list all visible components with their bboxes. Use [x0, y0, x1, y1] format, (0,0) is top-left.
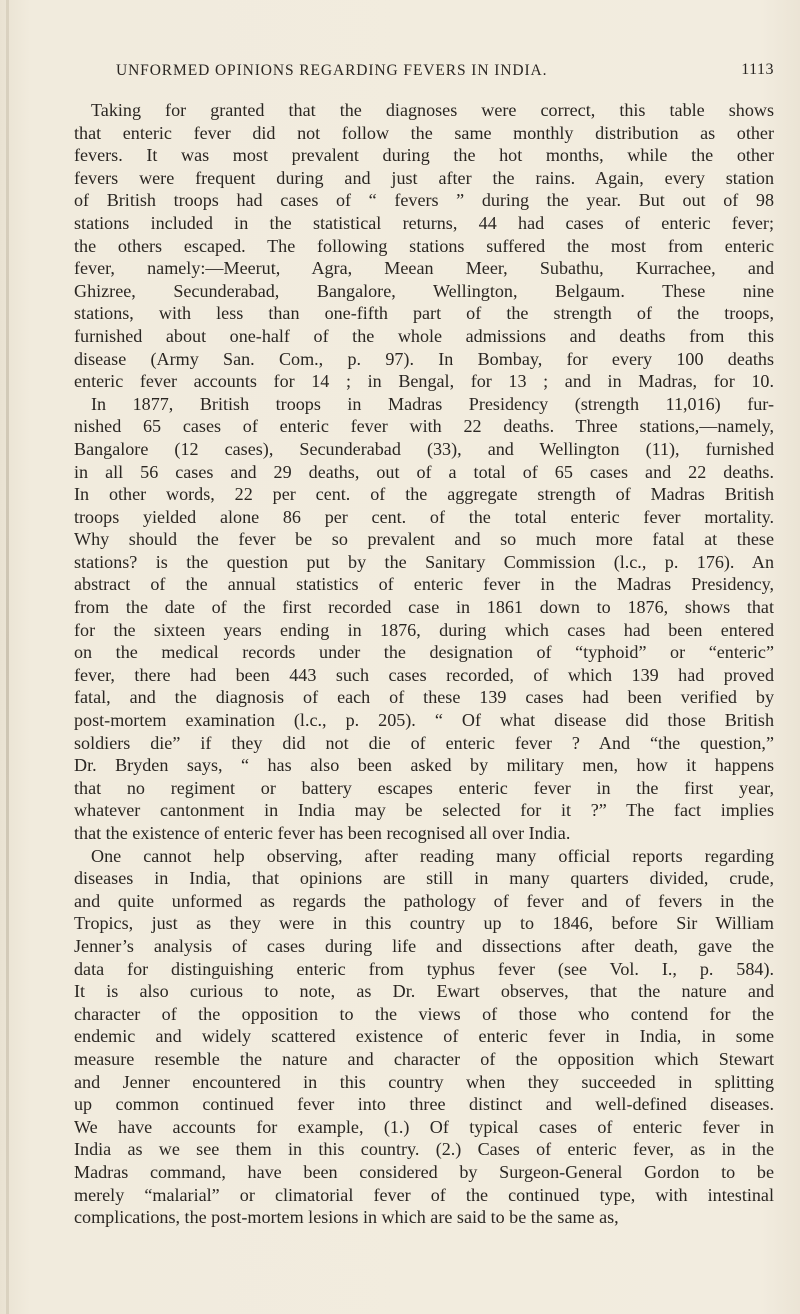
text-line: endemic and widely scattered existence of enteric fever in India, in some [74, 1026, 774, 1047]
text-line: and Jenner encountered in this country when they succeeded in splitting [74, 1071, 774, 1092]
page-number: 1113 [741, 61, 774, 78]
text-line: data for distinguishing enteric from typhus fever (see Vol. I., p. 584). [74, 958, 774, 979]
text-line: merely “malarial” or climatorial fever of the continued type, with intestinal [74, 1184, 774, 1205]
text-line: stations, with less than one-fifth part of the strength of the troops, [74, 303, 774, 324]
text-line: stations? is the question put by the Sanitary Commission (l.c., p. 176). An [74, 551, 774, 572]
text-line: of British troops had cases of “ fevers ” during the year. But out of 98 [74, 190, 774, 211]
text-line: One cannot help observing, after reading many official reports regarding [91, 845, 774, 866]
text-line: We have accounts for example, (1.) Of typical cases of enteric fever in [74, 1116, 774, 1137]
text-line: India as we see them in this country. (2.) Cases of enteric fever, as in the [74, 1139, 774, 1160]
text-line: troops yielded alone 86 per cent. of the total enteric fever mortality. [74, 506, 774, 527]
text-line: Madras command, have been considered by Surgeon-General Gordon to be [74, 1161, 774, 1182]
text-line: It is also curious to note, as Dr. Ewart observes, that the nature and [74, 981, 774, 1002]
text-line: fever, namely:—Meerut, Agra, Meean Meer, Subathu, Kurrachee, and [74, 258, 774, 279]
text-line: on the medical records under the designation of “typhoid” or “enteric” [74, 642, 774, 663]
text-line: that no regiment or battery escapes enteric fever in the first year, [74, 777, 774, 798]
text-line: Jenner’s analysis of cases during life and dissections after death, gave the [74, 935, 774, 956]
text-line: Tropics, just as they were in this country up to 1846, before Sir William [74, 913, 774, 934]
text-line: that enteric fever did not follow the same monthly distribution as other [74, 122, 774, 143]
text-line: In other words, 22 per cent. of the aggregate strength of Madras British [74, 484, 774, 505]
text-line: the others escaped. The following stations suffered the most from enteric [74, 235, 774, 256]
text-line: for the sixteen years ending in 1876, during which cases had been entered [74, 619, 774, 640]
text-line: furnished about one-half of the whole admissions and deaths from this [74, 325, 774, 346]
text-line: Why should the fever be so prevalent and so much more fatal at these [74, 529, 774, 550]
text-line: Bangalore (12 cases), Secunderabad (33), and Wellington (11), furnished [74, 438, 774, 459]
text-line: nished 65 cases of enteric fever with 22 deaths. Three stations,—namely, [74, 416, 774, 437]
text-line: fevers. It was most prevalent during the hot months, while the other [74, 145, 774, 166]
text-line: post-mortem examination (l.c., p. 205). “ Of what disease did those British [74, 710, 774, 731]
running-title: UNFORMED OPINIONS REGARDING FEVERS IN INDIA. [116, 62, 548, 79]
text-line: In 1877, British troops in Madras Presidency (strength 11,016) fur- [91, 393, 774, 414]
text-line: abstract of the annual statistics of enteric fever in the Madras Presidency, [74, 574, 774, 595]
text-line: in all 56 cases and 29 deaths, out of a total of 65 cases and 22 deaths. [74, 461, 774, 482]
text-line: and quite unformed as regards the pathology of fever and of fevers in the [74, 890, 774, 911]
text-line: fevers were frequent during and just after the rains. Again, every station [74, 167, 774, 188]
text-line: Taking for granted that the diagnoses were correct, this table shows [91, 100, 774, 120]
text-line: that the existence of enteric fever has been recognised all over India. [74, 823, 571, 843]
text-line: character of the opposition to the views of those who contend for the [74, 1003, 774, 1024]
text-line: fatal, and the diagnosis of each of these 139 cases had been verified by [74, 687, 774, 708]
text-line: complications, the post-mortem lesions in which are said to be the same as, [74, 1207, 619, 1228]
text-line: up common continued fever into three distinct and well-defined diseases. [74, 1094, 774, 1115]
text-line: soldiers die” if they did not die of enteric fever ? And “the question,” [74, 732, 774, 753]
text-line: Ghizree, Secunderabad, Bangalore, Wellington, Belgaum. These nine [74, 280, 774, 301]
text-line: measure resemble the nature and character of the opposition which Stewart [74, 1048, 774, 1069]
text-line: enteric fever accounts for 14 ; in Bengal, for 13 ; and in Madras, for 10. [74, 371, 774, 392]
text-line: fever, there had been 443 such cases recorded, of which 139 had proved [74, 664, 774, 685]
text-line: Dr. Bryden says, “ has also been asked by military men, how it happens [74, 755, 774, 776]
body-text [74, 99, 774, 1229]
text-line: diseases in India, that opinions are still in many quarters divided, crude, [74, 868, 774, 889]
text-line: disease (Army San. Com., p. 97). In Bombay, for every 100 deaths [74, 348, 774, 369]
text-line: from the date of the first recorded case in 1861 down to 1876, shows that [74, 597, 774, 618]
text-line: whatever cantonment in India may be selected for it ?” The fact implies [74, 800, 774, 821]
text-line: stations included in the statistical returns, 44 had cases of enteric fever; [74, 212, 774, 233]
running-head [116, 62, 780, 84]
binding-shadow [6, 0, 9, 1314]
